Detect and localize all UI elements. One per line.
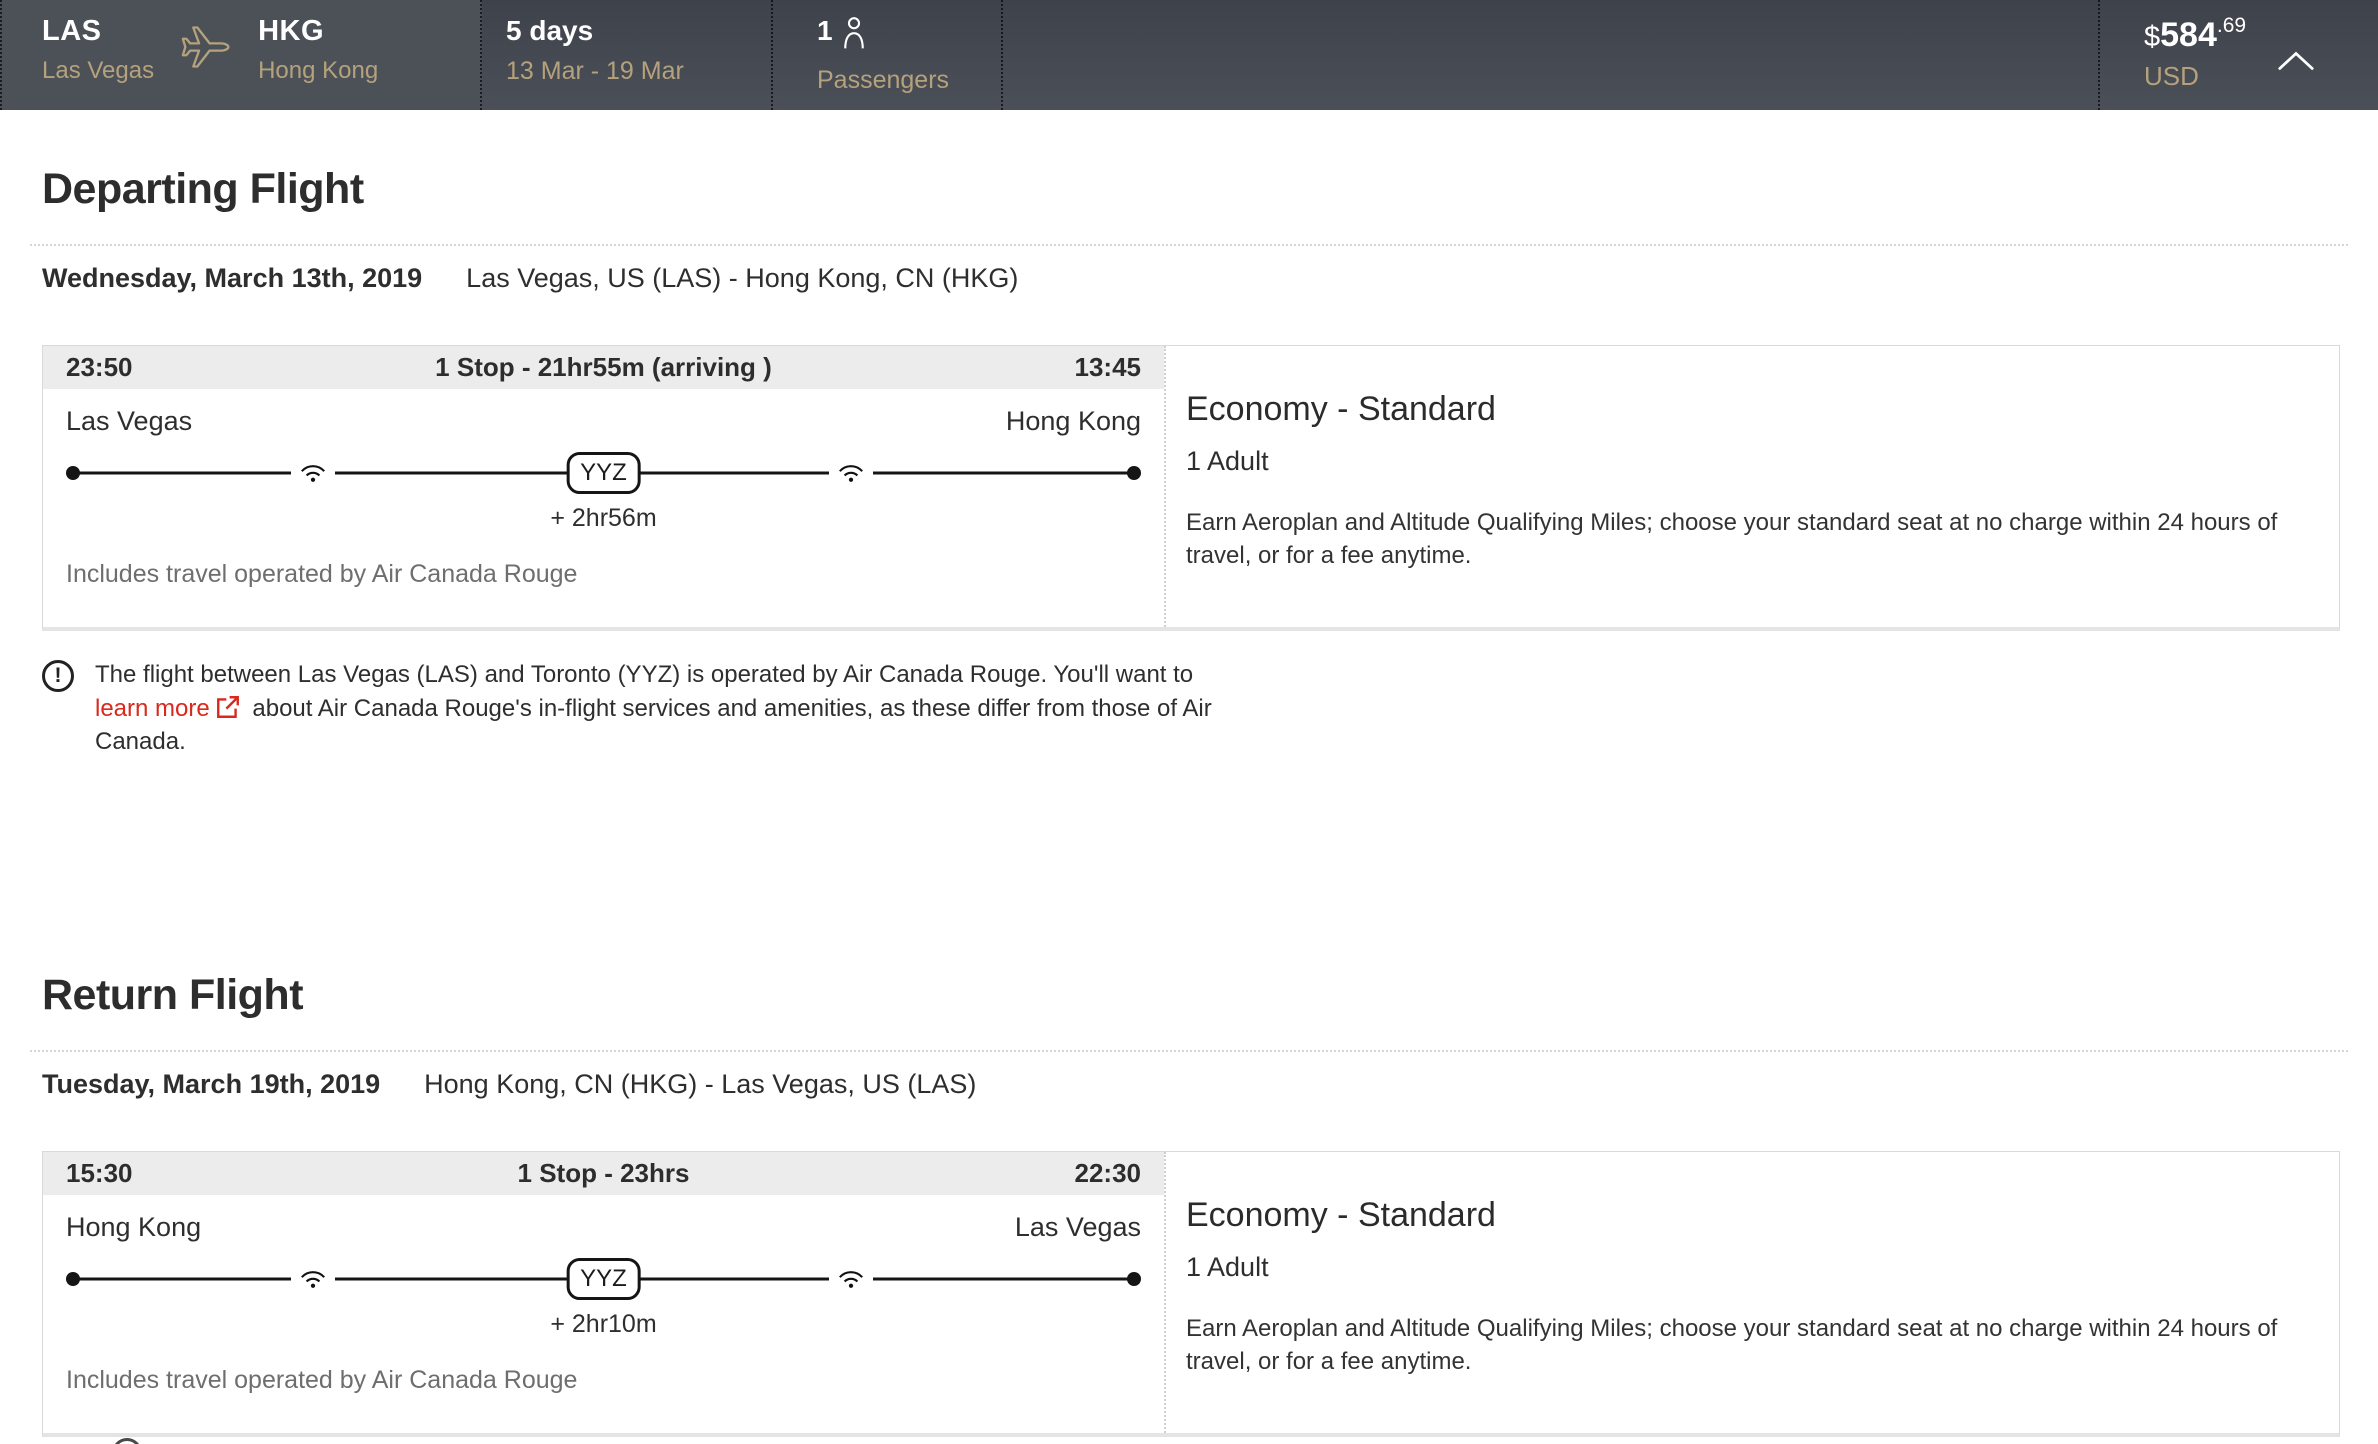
fare-title: Economy - Standard [1186, 390, 1496, 428]
destination-airport [258, 15, 378, 110]
arrival-time: 13:45 [1074, 352, 1141, 382]
operated-by-note: Includes travel operated by Air Canada Rouge [66, 1365, 578, 1394]
section-divider [30, 244, 2348, 246]
departing-itinerary-panel [43, 346, 1164, 627]
fare-passengers: 1 Adult [1186, 1251, 1269, 1282]
warning-text: The flight between Las Vegas (LAS) and Toronto (YYZ) is operated by Air Canada Rouge. You'll want to learn more about Air Canada Rouge's in-flight services and amenities, as these differ from those of Air Canada. [95, 661, 1212, 756]
partial-warning-icon [112, 1438, 142, 1444]
passenger-count: 1 [817, 15, 833, 46]
layover-duration: + 2hr56m [550, 504, 657, 532]
stopover-badge: YYZ [566, 1258, 641, 1300]
return-date-row [42, 1069, 2340, 1100]
route-tab[interactable] [0, 0, 482, 110]
flight-review-content [0, 165, 2378, 1437]
wifi-icon [291, 1262, 335, 1291]
origin-code: LAS [42, 15, 102, 47]
plane-icon [180, 21, 232, 110]
return-itinerary-panel [43, 1152, 1164, 1433]
currency-code: USD [2144, 61, 2199, 91]
trip-length: 5 days [506, 15, 594, 46]
return-time-bar [43, 1152, 1164, 1195]
currency-symbol: $ [2144, 21, 2161, 53]
price-block [2144, 15, 2246, 92]
from-city: Hong Kong [66, 1211, 202, 1242]
duration-tab[interactable] [482, 0, 773, 110]
return-flight-card [42, 1151, 2340, 1437]
fare-passengers: 1 Adult [1186, 446, 1269, 476]
origin-dot [66, 466, 80, 480]
departing-section-title: Departing Flight [42, 165, 364, 213]
departing-date: Wednesday, March 13th, 2019 [42, 263, 423, 293]
return-section-title: Return Flight [42, 970, 304, 1019]
departure-time: 23:50 [66, 352, 133, 382]
flight-timeline [66, 447, 1141, 499]
trip-dates: 13 Mar - 19 Mar [506, 57, 684, 85]
origin-airport [42, 15, 154, 110]
departing-date-row [42, 263, 2340, 294]
layover-duration: + 2hr10m [550, 1309, 657, 1338]
passengers-tab[interactable] [773, 0, 1003, 110]
header-spacer [1003, 0, 2100, 110]
stops-duration: 1 Stop - 23hrs [517, 1157, 690, 1188]
collapse-price-button[interactable] [2276, 51, 2316, 74]
price-amount: 584 [2160, 16, 2217, 54]
trip-summary-header [0, 0, 2378, 110]
departing-flight-card [42, 345, 2340, 631]
destination-dot [1127, 466, 1141, 480]
departing-time-bar [43, 346, 1164, 389]
departing-route: Las Vegas, US (LAS) - Hong Kong, CN (HKG) [466, 263, 1019, 293]
origin-dot [66, 1272, 80, 1286]
departing-fare-panel [1164, 346, 2339, 627]
learn-more-link[interactable]: learn more [95, 694, 210, 722]
destination-code: HKG [258, 15, 325, 47]
price-cents: .69 [2216, 14, 2247, 37]
chevron-up-icon [2276, 59, 2316, 74]
to-city: Hong Kong [1005, 406, 1141, 436]
total-price [2144, 15, 2246, 52]
operated-by-note: Includes travel operated by Air Canada Rouge [66, 560, 578, 588]
price-summary [2100, 0, 2378, 110]
stops-duration: 1 Stop - 21hr55m (arriving ) [435, 352, 772, 382]
return-flight-section [42, 971, 2340, 1437]
arrival-time: 22:30 [1074, 1157, 1141, 1188]
departure-time: 15:30 [66, 1157, 133, 1188]
external-link-icon[interactable] [215, 694, 241, 720]
fare-title: Economy - Standard [1186, 1195, 1496, 1234]
wifi-icon [291, 456, 335, 485]
fare-description: Earn Aeroplan and Altitude Qualifying Miles; choose your standard seat at no charge within 24 hours of travel, or for a fee anytime. [1186, 509, 2278, 570]
return-fare-panel [1164, 1152, 2339, 1433]
origin-city: Las Vegas [42, 57, 155, 84]
return-date: Tuesday, March 19th, 2019 [42, 1068, 381, 1099]
return-route: Hong Kong, CN (HKG) - Las Vegas, US (LAS) [424, 1068, 977, 1099]
rouge-warning [42, 658, 2340, 759]
stopover-badge: YYZ [566, 452, 641, 494]
destination-city: Hong Kong [258, 57, 379, 84]
departing-flight-section [42, 165, 2340, 759]
fare-description: Earn Aeroplan and Altitude Qualifying Miles; choose your standard seat at no charge within 24 hours of travel, or for a fee anytime. [1186, 1314, 2278, 1375]
passengers-label: Passengers [817, 66, 950, 94]
person-icon [840, 15, 868, 56]
flight-timeline [66, 1253, 1141, 1305]
to-city: Las Vegas [1014, 1211, 1141, 1242]
warning-icon: ! [42, 660, 74, 692]
from-city: Las Vegas [66, 406, 193, 436]
destination-dot [1127, 1272, 1141, 1286]
wifi-icon [829, 1262, 873, 1291]
wifi-icon [829, 456, 873, 485]
section-divider [30, 1050, 2348, 1052]
